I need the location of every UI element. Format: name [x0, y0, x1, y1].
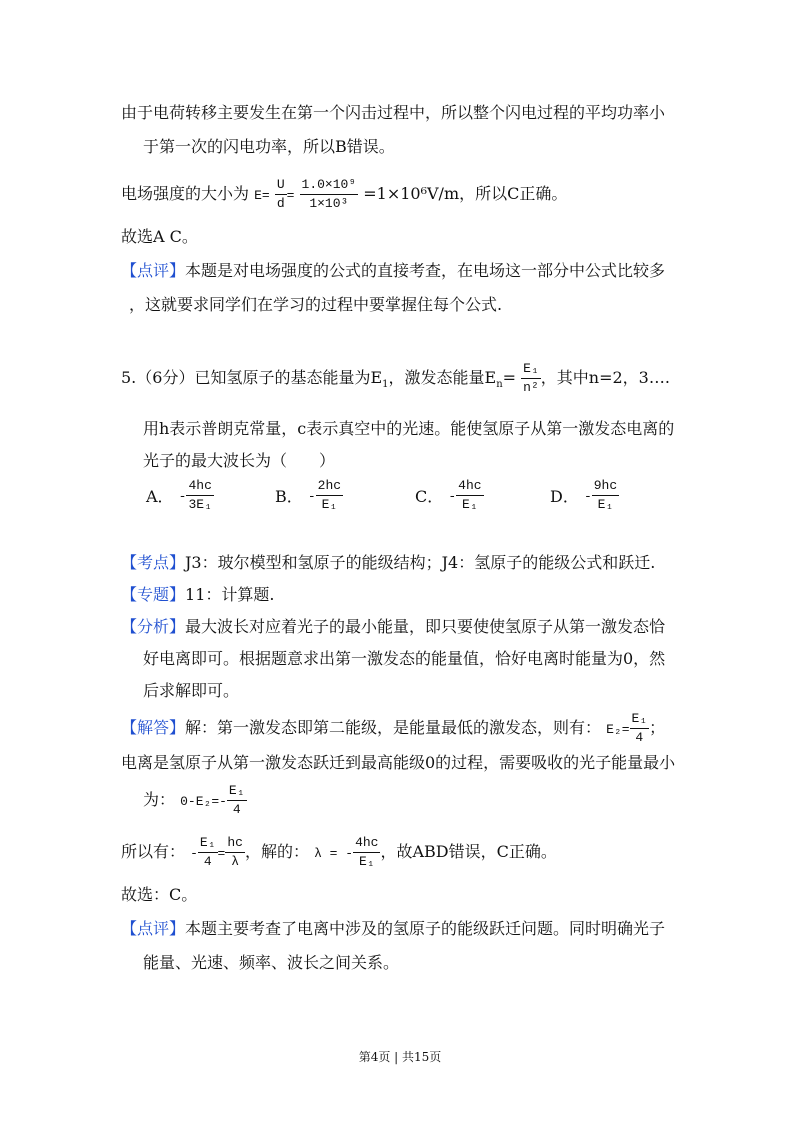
question-line2: 用h表示普朗克常量，c表示真空中的光速。能使氢原子从第一激发态电离的 — [143, 419, 675, 438]
efield-frac-ud — [275, 177, 287, 212]
jieda-end1: ； — [649, 718, 666, 737]
zhuanti-line — [121, 584, 274, 606]
option-b-frac — [316, 478, 343, 513]
zhuanti-text: 11：计算题. — [185, 585, 275, 604]
jieda4-frac3 — [353, 835, 380, 870]
prev-solution-line2: 于第一次的闪电功率，所以B错误。 — [143, 137, 395, 156]
efield-frac-num: 1.0×10⁹ — [300, 177, 359, 195]
fenxi-tag: 【分析】 — [121, 617, 186, 636]
option-a-sign: - — [178, 489, 187, 504]
option-c-sign: - — [448, 489, 457, 504]
jieda-line3 — [143, 778, 247, 822]
dianping-line2: 能量、光速、频率、波长之间关系。 — [143, 953, 400, 972]
option-a[interactable] — [146, 478, 214, 518]
efield-frac-u: U — [275, 177, 287, 195]
question-prefix: 5.（6分）已知氢原子的基态能量为E — [121, 368, 383, 387]
prev-comment-line2: ，这就要求同学们在学习的过程中要掌握住每个公式. — [129, 295, 503, 314]
jieda-line2: 电离是氢原子从第一激发态跃迁到最高能级0的过程，需要吸收的光子能量最小 — [121, 753, 676, 772]
efield-result: =1×10⁶V/m — [363, 184, 460, 203]
fenxi-line2: 好电离即可。根据题意求出第一激发态的能量值，恰好电离时能量为0，然 — [143, 649, 666, 668]
jieda4-frac2-den: λ — [231, 854, 240, 869]
jieda4-lambda: λ = - — [314, 846, 354, 861]
efield-suffix: ，所以C正确。 — [459, 184, 568, 203]
final-answer: 故选：C。 — [121, 885, 198, 904]
option-d-den: E₁ — [597, 497, 614, 512]
question-suffix: ，其中n=2，3…. — [540, 368, 670, 387]
option-c-frac — [456, 478, 483, 513]
fenxi-line3: 后求解即可。 — [143, 681, 240, 700]
efield-frac-values — [300, 177, 359, 212]
jieda4-frac1 — [198, 835, 218, 870]
question-eq: = — [502, 368, 517, 387]
question-frac-num: E₁ — [521, 361, 541, 379]
question-subn: n — [496, 379, 503, 391]
jieda4-frac1-den: 4 — [203, 854, 212, 869]
jieda3-frac-den: 4 — [232, 802, 241, 817]
kaodian-text: J3：玻尔模型和氢原子的能级结构；J4：氢原子的能级公式和跃迁. — [185, 553, 656, 572]
kaodian-tag: 【考点】 — [121, 553, 186, 572]
prev-solution-line1: 由于电荷转移主要发生在第一个闪击过程中，所以整个闪电过程的平均功率小 — [121, 103, 666, 122]
jieda4-frac2 — [225, 835, 245, 870]
option-d-sign: - — [583, 489, 592, 504]
jieda3-frac — [227, 783, 247, 818]
question-frac — [521, 361, 541, 396]
jieda-tag: 【解答】 — [121, 718, 186, 737]
question-line1 — [121, 356, 670, 400]
prev-answer: 故选A C。 — [121, 227, 198, 246]
efield-frac-d: d — [276, 196, 285, 211]
option-c-den: E₁ — [462, 497, 478, 512]
jieda-e2: E₂= — [606, 722, 630, 737]
jieda-frac1-num: E₁ — [630, 711, 650, 729]
option-c-num: 4hc — [456, 478, 483, 496]
question-mid: ，激发态能量E — [388, 368, 497, 387]
question-line3: 光子的最大波长为（ ） — [143, 451, 336, 470]
option-a-label: A． — [146, 487, 174, 506]
dianping-line1 — [121, 918, 665, 940]
comment-text1: 本题是对电场强度的公式的直接考查，在电场这一部分中公式比较多 — [185, 261, 666, 280]
comment-tag: 【点评】 — [121, 261, 186, 280]
question-frac-den: n² — [523, 380, 539, 395]
zhuanti-tag: 【专题】 — [121, 585, 186, 604]
efield-formula-line: 电场强度的大小为 E= $\frac{U}{d}$ = $\frac{\text{1.0×10⁹}}{\text{1×10³}}$ =1×10⁶V/m，所以C正确。 — [121, 177, 568, 211]
option-b-den: E₁ — [321, 497, 338, 512]
option-b-label: B． — [275, 487, 303, 506]
option-b[interactable] — [275, 478, 343, 518]
jieda-text1: 解：第一激发态即第二能级，是能量最低的激发态，则有： — [185, 718, 602, 737]
jieda-frac1 — [630, 711, 650, 746]
jieda-line4 — [121, 830, 557, 874]
jieda4-sign: - — [190, 846, 198, 861]
jieda-line1 — [121, 706, 665, 750]
efield-E: E= — [254, 188, 270, 203]
dianping-tag: 【点评】 — [121, 919, 186, 938]
question-sub1: 1 — [382, 379, 389, 391]
efield-frac-den: 1×10³ — [309, 196, 349, 211]
prev-comment-line1 — [121, 260, 665, 282]
jieda4-frac2-num: hc — [225, 835, 245, 853]
jieda4-mid: ，解的： — [244, 842, 309, 861]
efield-prefix: 电场强度的大小为 — [121, 184, 250, 203]
option-d-num: 9hc — [592, 478, 619, 496]
option-a-num: 4hc — [186, 478, 213, 496]
jieda4-eq: = — [217, 846, 226, 861]
option-b-num: 2hc — [316, 478, 343, 496]
option-a-frac — [186, 478, 213, 513]
jieda-frac1-den: 4 — [635, 730, 644, 745]
fenxi-line1 — [121, 616, 665, 638]
page-footer: 第4页 | 共15页 — [358, 1050, 442, 1064]
dianping-text1: 本题主要考查了电离中涉及的氢原子的能级跃迁问题。同时明确光子 — [185, 919, 666, 938]
kaodian-line — [121, 552, 655, 574]
option-c-label: C． — [415, 487, 444, 506]
option-c[interactable] — [415, 478, 484, 518]
jieda4-frac1-num: E₁ — [198, 835, 218, 853]
jieda3-eq: 0-E₂=- — [180, 794, 227, 809]
option-a-den: 3E₁ — [188, 497, 212, 512]
option-d-label: D． — [550, 487, 579, 506]
jieda4-frac3-num: 4hc — [353, 835, 380, 853]
jieda3-frac-num: E₁ — [227, 783, 247, 801]
jieda4-suffix: ，故ABD错误，C正确。 — [380, 842, 557, 861]
jieda4-frac3-den: E₁ — [358, 854, 375, 869]
option-d[interactable] — [550, 478, 619, 518]
jieda4-prefix: 所以有： — [121, 842, 186, 861]
option-b-sign: - — [307, 489, 316, 504]
fenxi-text1: 最大波长对应着光子的最小能量，即只要使使氢原子从第一激发态恰 — [185, 617, 666, 636]
option-d-frac — [592, 478, 619, 513]
jieda3-prefix: 为： — [143, 790, 176, 809]
